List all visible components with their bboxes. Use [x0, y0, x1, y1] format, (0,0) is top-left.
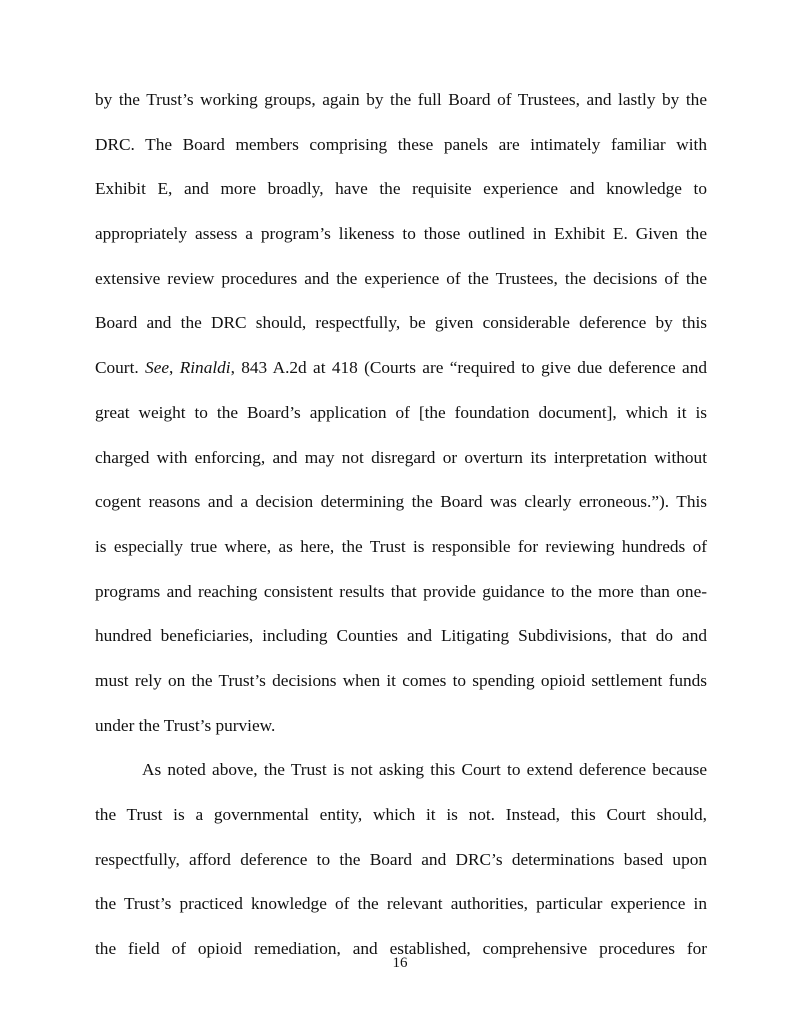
text-line: charged with enforcing, and may not disregard or overturn its interpretation without: [95, 447, 707, 467]
text-line: the field of opioid remediation, and established, comprehensive procedures for: [95, 939, 707, 959]
citation-line: [95, 346, 707, 391]
document-body: [95, 78, 707, 972]
text-line: respectfully, afford deference to the Board and DRC’s determinations based upon: [95, 849, 707, 869]
text-line: under the Trust’s purview.: [95, 715, 276, 735]
text-segment: , 843 A.2d at 418 (Courts are “required to give due deference and: [230, 358, 707, 378]
text-line: is especially true where, as here, the Trust is responsible for reviewing hundreds of: [95, 536, 707, 556]
text-line: Exhibit E, and more broadly, have the requisite experience and knowledge to: [95, 179, 707, 199]
case-name: Rinaldi: [179, 358, 231, 378]
text-line: As noted above, the Trust is not asking this Court to extend deference because: [142, 760, 707, 780]
text-line: appropriately assess a program’s likeness to those outlined in Exhibit E. Given the: [95, 224, 707, 244]
text-line: the Trust is a governmental entity, which it is not. Instead, this Court should,: [95, 805, 707, 824]
text-line: programs and reaching consistent results that provide guidance to the more than one-: [95, 581, 707, 601]
text-line: Board and the DRC should, respectfully, be given considerable deference by this: [95, 313, 707, 333]
text-line: extensive review procedures and the experience of the Trustees, the decisions of the: [95, 268, 707, 288]
text-line: DRC. The Board members comprising these panels are intimately familiar with: [95, 134, 707, 154]
paragraph-2: [95, 748, 707, 971]
text-segment: ,: [169, 358, 180, 378]
signal-see: See: [145, 358, 170, 378]
text-line: must rely on the Trust’s decisions when it comes to spending opioid settlement funds: [95, 670, 707, 690]
text-line: by the Trust’s working groups, again by the full Board of Trustees, and lastly by the: [95, 90, 707, 109]
text-line: great weight to the Board’s application of [the foundation document], which it is: [95, 402, 707, 422]
text-line: cogent reasons and a decision determining the Board was clearly erroneous.”). This: [95, 492, 707, 512]
paragraph-1: [95, 78, 707, 748]
text-segment: Court.: [95, 358, 146, 378]
page-number: 16: [392, 955, 408, 971]
text-line: the Trust’s practiced knowledge of the relevant authorities, particular experience in: [95, 894, 707, 914]
text-line: hundred beneficiaries, including Counties and Litigating Subdivisions, that do and: [95, 626, 707, 646]
